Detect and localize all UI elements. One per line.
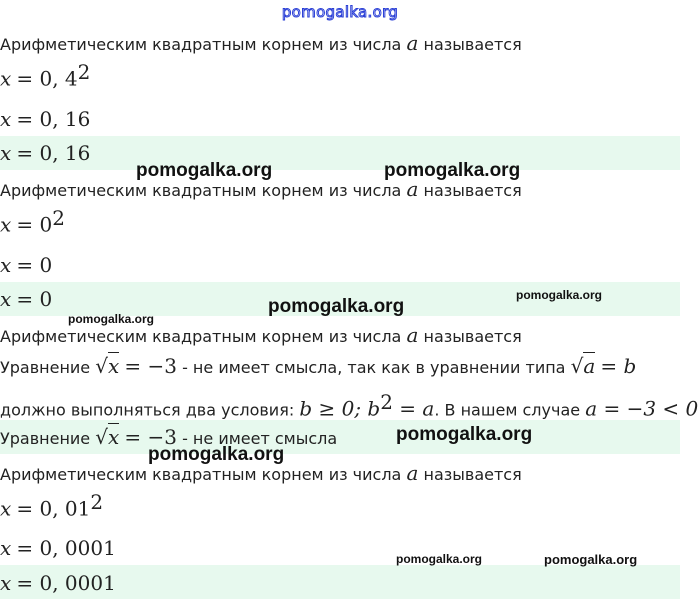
- answer-expr: = 0, 0001: [16, 571, 116, 595]
- var-x: x: [0, 141, 12, 165]
- watermark: pomogalka.org: [136, 160, 273, 181]
- exponent: 2: [90, 490, 104, 514]
- answer-text: - не имеет смысла: [176, 429, 338, 448]
- definition-var: a: [406, 177, 419, 201]
- watermark: pomogalka.org: [384, 160, 521, 181]
- site-logo: pomogalka.org: [281, 3, 399, 21]
- explanation-text: - не имеет смысла, так как в уравнении типа: [176, 358, 571, 377]
- answer-expr: = 0, 16: [16, 141, 91, 165]
- sqrt-expr: √a: [570, 354, 596, 378]
- definition-line: [0, 463, 680, 485]
- definition-line: [0, 325, 680, 347]
- answer-expr: = 0: [16, 287, 53, 311]
- var-x: x: [0, 571, 12, 595]
- solution-step: [0, 109, 680, 131]
- definition-var: a: [406, 461, 419, 485]
- sqrt-expr: √x: [95, 354, 120, 378]
- watermark: pomogalka.org: [268, 296, 405, 317]
- step-expr: = 0, 0001: [16, 536, 116, 560]
- watermark: pomogalka.org: [396, 552, 483, 566]
- condition-expr: b ≥ 0; b: [299, 396, 381, 421]
- var-x: x: [0, 536, 12, 560]
- step-expr: = 0: [16, 212, 53, 237]
- definition-text: Арифметическим квадратным корнем из числа: [0, 465, 402, 484]
- definition-text: Арифметическим квадратным корнем из числа: [0, 35, 402, 54]
- equation-rhs: = b: [600, 354, 637, 378]
- solution-step: [0, 62, 680, 90]
- solution-answer: [0, 143, 680, 165]
- explanation-text: должно выполняться два условия:: [0, 400, 300, 420]
- definition-line: [0, 179, 680, 201]
- radicand: a: [583, 354, 596, 378]
- solution-step: [0, 255, 680, 277]
- equation-rhs: = −3: [124, 425, 177, 449]
- definition-tail: называется: [423, 327, 522, 346]
- watermark: pomogalka.org: [148, 444, 285, 465]
- definition-text: Арифметическим квадратным корнем из числа: [0, 327, 402, 346]
- equation-word: Уравнение: [0, 429, 91, 448]
- definition-tail: называется: [423, 465, 522, 484]
- solution-answer: [0, 573, 680, 595]
- explanation-line: [0, 390, 698, 421]
- var-x: x: [0, 496, 12, 521]
- watermark: pomogalka.org: [544, 552, 638, 567]
- solution-answer: [0, 427, 680, 449]
- definition-text: Арифметическим квадратным корнем из числа: [0, 181, 402, 200]
- definition-tail: называется: [423, 35, 522, 54]
- watermark: pomogalka.org: [396, 424, 533, 445]
- definition-var: a: [406, 323, 419, 347]
- equation-word: Уравнение: [0, 358, 91, 377]
- var-x: x: [0, 66, 12, 91]
- exponent: 2: [52, 206, 65, 230]
- explanation-line: [0, 356, 680, 378]
- site-header: [0, 0, 680, 26]
- step-expr: = 0, 01: [16, 496, 91, 521]
- var-x: x: [0, 253, 12, 277]
- var-x: x: [0, 212, 12, 237]
- solution-step: [0, 208, 680, 236]
- solution-step: [0, 492, 680, 520]
- var-x: x: [0, 107, 12, 131]
- definition-var: a: [406, 31, 419, 55]
- exponent: 2: [77, 60, 91, 84]
- watermark: pomogalka.org: [516, 288, 603, 302]
- sqrt-expr: √x: [95, 425, 120, 449]
- definition-line: [0, 33, 680, 55]
- explanation-text: . В нашем случае: [434, 400, 586, 420]
- step-expr: = 0, 16: [16, 107, 91, 131]
- definition-tail: называется: [423, 181, 522, 200]
- radicand: x: [108, 354, 120, 378]
- radicand: x: [108, 425, 120, 449]
- step-expr: = 0: [16, 253, 53, 277]
- var-x: x: [0, 287, 12, 311]
- watermark: pomogalka.org: [68, 312, 155, 326]
- case-expr: a = −3 < 0: [585, 396, 698, 421]
- condition-expr: = a: [392, 396, 435, 421]
- exponent: 2: [380, 390, 393, 414]
- step-expr: = 0, 4: [16, 66, 78, 91]
- equation-rhs: = −3: [124, 354, 177, 378]
